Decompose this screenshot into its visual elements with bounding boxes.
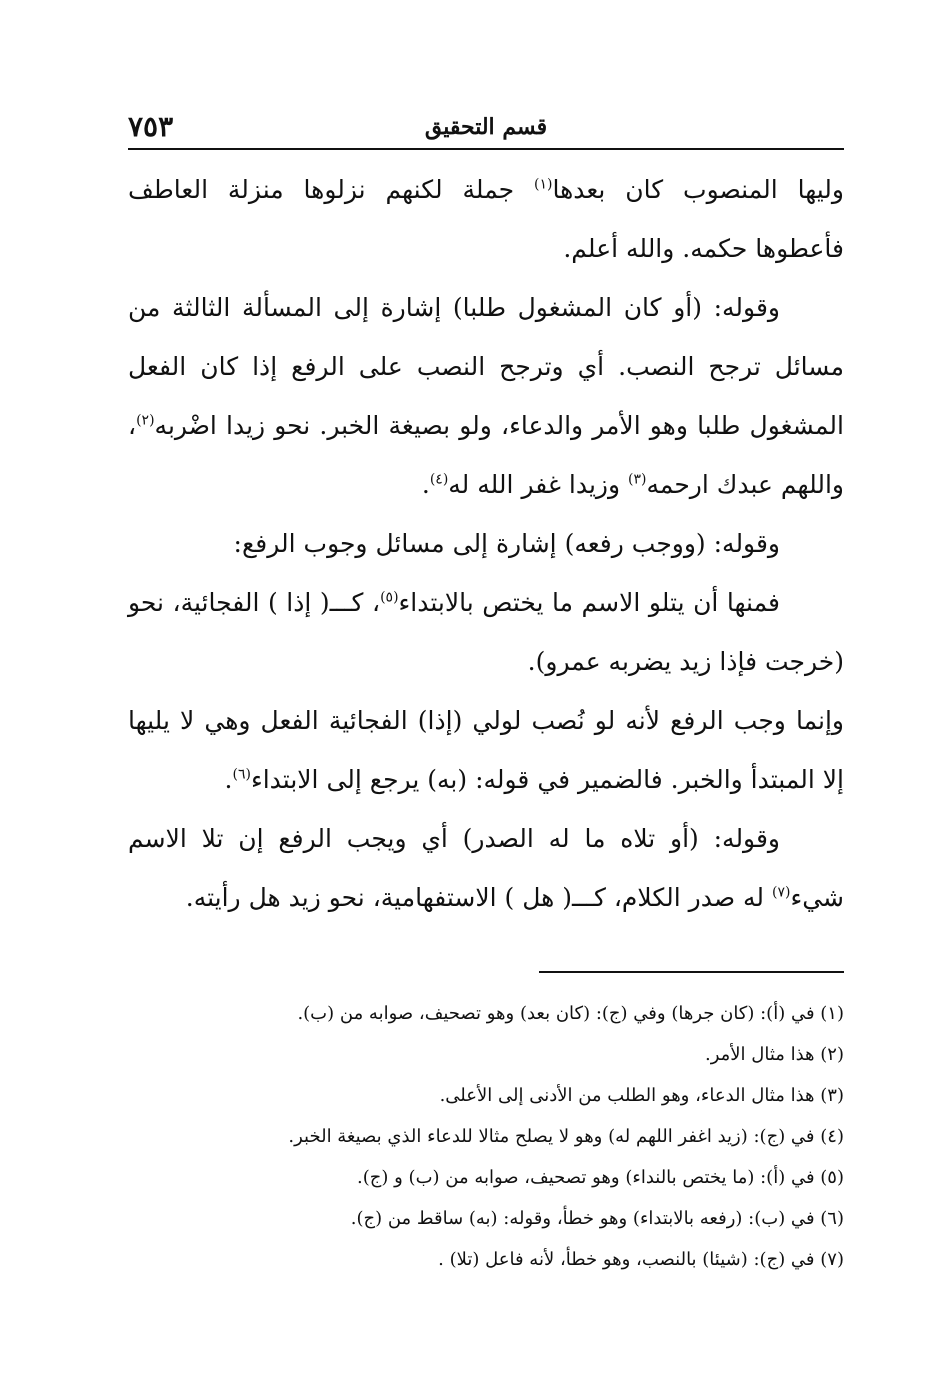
footnote-7: (٧) في (ج): (شيئا) بالنصب، وهو خطأ، لأنه فاعل (تلا) .	[438, 1249, 844, 1270]
footnote-ref-4: (٤)	[429, 471, 449, 488]
footnote-ref-6: (٦)	[232, 766, 251, 783]
footnote-3: (٣) هذا مثال الدعاء، وهو الطلب من الأدنى إلى الأعلى.	[439, 1085, 844, 1106]
text-run: وقوله: (أو تلاه ما له الصدر) أي ويجب الرفع إن تلا الاسم شيء	[128, 824, 844, 912]
paragraph-4	[128, 573, 844, 691]
footnote-5: (٥) في (أ): (ما يختص بالنداء) وهو تصحيف، صوابه من (ب) و (ج).	[357, 1167, 844, 1188]
paragraph-6	[128, 809, 844, 927]
text-run: وزيدا غفر الله له	[448, 470, 629, 499]
page-number: ٧٥٣	[128, 110, 174, 143]
paragraph-2	[128, 278, 844, 514]
text-run: وقوله: (أو كان المشغول طلبا) إشارة إلى المسألة الثالثة من مسائل ترجح النصب. أي وترجح النصب على الرفع إذا كان الفعل المشغول طلبا وهو الأمر والدعاء، ولو بصيغة الخبر. نحو زيدا اضْربه	[128, 293, 844, 440]
paragraph-5	[128, 691, 844, 809]
footnote-ref-7: (٧)	[771, 884, 791, 901]
footnote-6: (٦) في (ب): (رفعه بالابتداء) وهو خطأ، وقوله: (به) ساقط من (ج).	[350, 1208, 844, 1229]
text-run: .	[224, 765, 233, 794]
footnote-ref-2: (٢)	[136, 412, 155, 429]
main-text	[128, 160, 844, 927]
paragraph-1	[128, 160, 844, 278]
text-run: ، كـــ( إذا ) الفجائية، نحو (خرجت فإذا زيد يضربه عمرو).	[128, 588, 844, 676]
book-page	[128, 108, 844, 1280]
text-run: له صدر الكلام، كـــ( هل ) الاستفهامية، نحو زيد هل رأيته.	[185, 883, 772, 912]
text-run: فمنها أن يتلو الاسم ما يختص بالابتداء	[398, 588, 780, 617]
footnote-4: (٤) في (ج): (زيد اغفر اللهم له) وهو لا يصلح مثالا للدعاء الذي بصيغة الخبر.	[288, 1126, 844, 1147]
footnote-ref-1: (١)	[533, 176, 553, 193]
footnote-ref-5: (٥)	[380, 589, 399, 606]
section-title: قسم التحقيق	[424, 114, 548, 140]
footnote-separator	[539, 971, 844, 973]
text-run: ، واللهم عبدك ارحمه	[128, 411, 844, 499]
text-run: وليها المنصوب كان بعدها	[552, 175, 844, 204]
text-run: وإنما وجب الرفع لأنه لو نُصب لولي (إذا) الفجائية الفعل وهي لا يليها إلا المبتدأ والخبر. فالضمير في قوله: (به) يرجع إلى الابتداء	[128, 706, 844, 794]
paragraph-3	[128, 514, 844, 573]
footnote-ref-3: (٣)	[628, 471, 647, 488]
footnote-1: (١) في (أ): (كان جرها) وفي (ج): (كان بعد) وهو تصحيف، صوابه من (ب).	[297, 1003, 844, 1024]
text-run: وقوله: (ووجب رفعه) إشارة إلى مسائل وجوب الرفع:	[233, 529, 780, 558]
footnotes	[128, 993, 844, 1280]
text-run: .	[421, 470, 430, 499]
page-header	[128, 108, 844, 150]
text-run: جملة لكنهم نزلوها منزلة العاطف فأعطوها حكمه. والله أعلم.	[128, 175, 844, 263]
footnote-2: (٢) هذا مثال الأمر.	[704, 1044, 844, 1065]
